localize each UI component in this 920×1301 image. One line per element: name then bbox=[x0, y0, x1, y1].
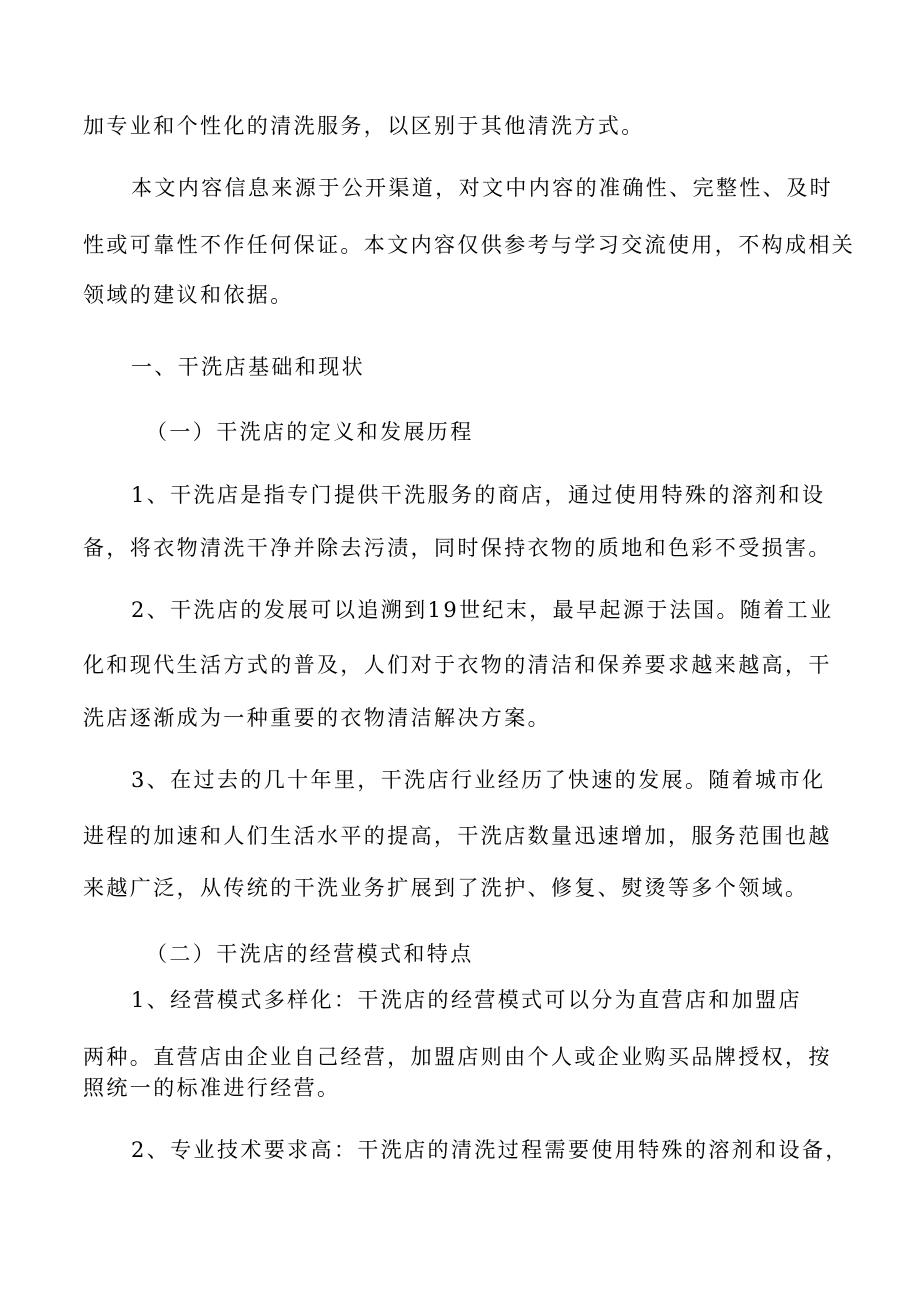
paragraph-2-line-1: 2、干洗店的发展可以追溯到19世纪末，最早起源于法国。随着工业 bbox=[131, 598, 834, 622]
paragraph-3-line-2: 进程的加速和人们生活水平的提高，干洗店数量迅速增加，服务范围也越 bbox=[83, 824, 832, 848]
subsection-heading-1: （一）干洗店的定义和发展历程 bbox=[146, 420, 474, 444]
paragraph-1-line-2: 备，将衣物清洗干净并除去污渍，同时保持衣物的质地和色彩不受损害。 bbox=[83, 536, 832, 560]
paragraph-2-line-2: 化和现代生活方式的普及，人们对于衣物的清洁和保养要求越来越高，干 bbox=[83, 653, 832, 677]
paragraph-4-line-3: 照统一的标准进行经营。 bbox=[83, 1076, 341, 1100]
disclaimer-line-1: 本文内容信息来源于公开渠道，对文中内容的准确性、完整性、及时 bbox=[131, 176, 833, 200]
section-heading: 一、干洗店基础和现状 bbox=[131, 355, 365, 379]
paragraph-3-line-1: 3、在过去的几十年里，干洗店行业经历了快速的发展。随着城市化 bbox=[131, 768, 826, 792]
paragraph-3-line-3: 来越广泛，从传统的干洗业务扩展到了洗护、修复、熨烫等多个领域。 bbox=[83, 876, 809, 900]
paragraph-1-line-1: 1、干洗店是指专门提供干洗服务的商店，通过使用特殊的溶剂和设 bbox=[131, 483, 826, 507]
intro-tail-line: 加专业和个性化的清洗服务，以区别于其他清洗方式。 bbox=[83, 114, 645, 138]
disclaimer-line-3: 领域的建议和依据。 bbox=[83, 283, 294, 307]
paragraph-4-line-2: 两种。直营店由企业自己经营，加盟店则由个人或企业购买品牌授权，按 bbox=[83, 1045, 832, 1069]
paragraph-2-line-3: 洗店逐渐成为一种重要的衣物清洁解决方案。 bbox=[83, 706, 551, 730]
subsection-heading-2: （二）干洗店的经营模式和特点 bbox=[146, 942, 474, 966]
paragraph-4-line-1: 1、经营模式多样化：干洗店的经营模式可以分为直营店和加盟店 bbox=[131, 988, 802, 1012]
paragraph-5-line-1: 2、专业技术要求高：干洗店的清洗过程需要使用特殊的溶剂和设备， bbox=[131, 1138, 849, 1162]
disclaimer-line-2: 性或可靠性不作任何保证。本文内容仅供参考与学习交流使用，不构成相关 bbox=[83, 233, 856, 257]
